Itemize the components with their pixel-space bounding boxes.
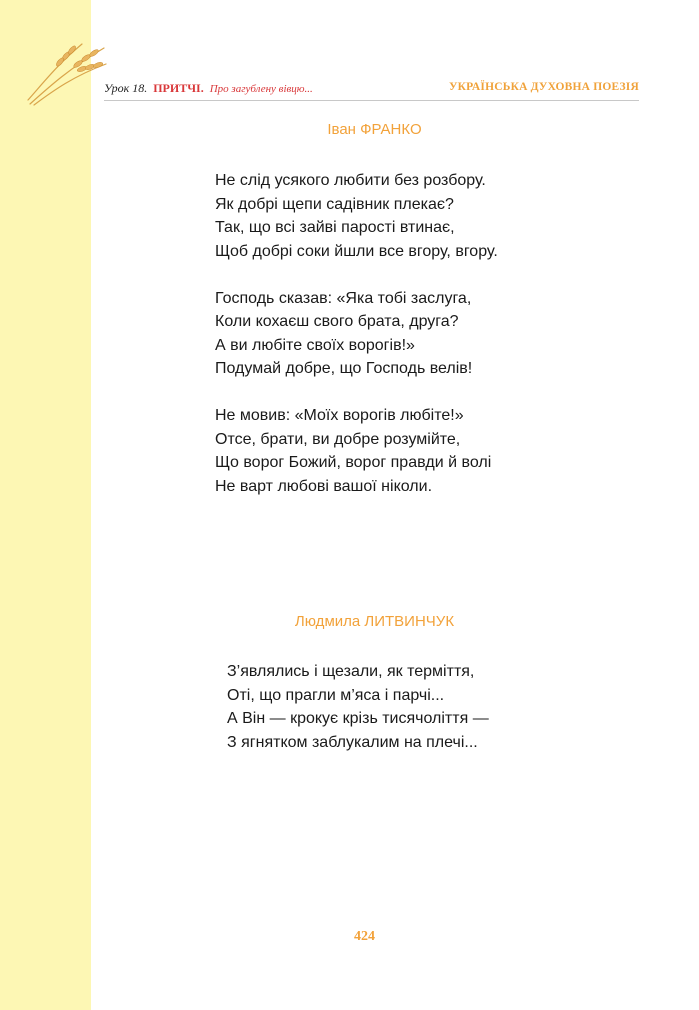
poem-line: А ви любіте своїх ворогів!» (215, 336, 415, 354)
lesson-number: Урок 18. (104, 81, 148, 95)
poem-lytvynchuk (227, 660, 489, 754)
author-name: Іван ФРАНКО (327, 121, 422, 138)
poem-line: З’являлись і щезали, як терміття, (227, 663, 475, 680)
lesson-subtitle: Про загублену вівцю... (209, 83, 313, 95)
poem-line: Оті, що прагли м’яса і парчі... (227, 686, 445, 704)
section-title: УКРАЇНСЬКА ДУХОВНА ПОЕЗІЯ (449, 81, 639, 93)
page-number: 424 (354, 929, 375, 944)
poem-line: Не мовив: «Моїх ворогів любіте!» (215, 407, 464, 424)
poem-line: Що ворог Божий, ворог правди й волі (215, 454, 492, 471)
poem-line: Як добрі щепи садівник плекає? (215, 195, 454, 213)
poem-line: Господь сказав: «Яка тобі заслуга, (215, 289, 472, 307)
poem-line: Щоб добрі соки йшли все вгору, вгору. (215, 242, 498, 260)
side-band (0, 0, 91, 1010)
stanza-break (215, 381, 498, 405)
poem-franko (215, 169, 498, 498)
author-name: Людмила ЛИТВИНЧУК (294, 613, 455, 630)
lesson-heading (104, 81, 313, 96)
lesson-topic: ПРИТЧІ. (153, 81, 204, 95)
poem-line: Не варт любові вашої ніколи. (215, 477, 433, 495)
poem-line: А Він — крокує крізь тисячоліття — (227, 710, 489, 727)
poem-line: З ягнятком заблукалим на плечі... (227, 733, 478, 751)
poem-line: Так, що всі зайві парості втинає, (215, 219, 455, 236)
poem-line: Подумай добре, що Господь велів! (215, 360, 473, 377)
poem-line: Отсе, брати, ви добре розумійте, (215, 430, 461, 448)
wheat-icon (24, 42, 108, 108)
stanza-break (215, 263, 498, 287)
poem-line: Коли кохаєш свого брата, друга? (215, 313, 459, 330)
header-divider (104, 100, 639, 101)
page-header (104, 79, 639, 101)
poem-line: Не слід усякого любити без розбору. (215, 172, 486, 189)
